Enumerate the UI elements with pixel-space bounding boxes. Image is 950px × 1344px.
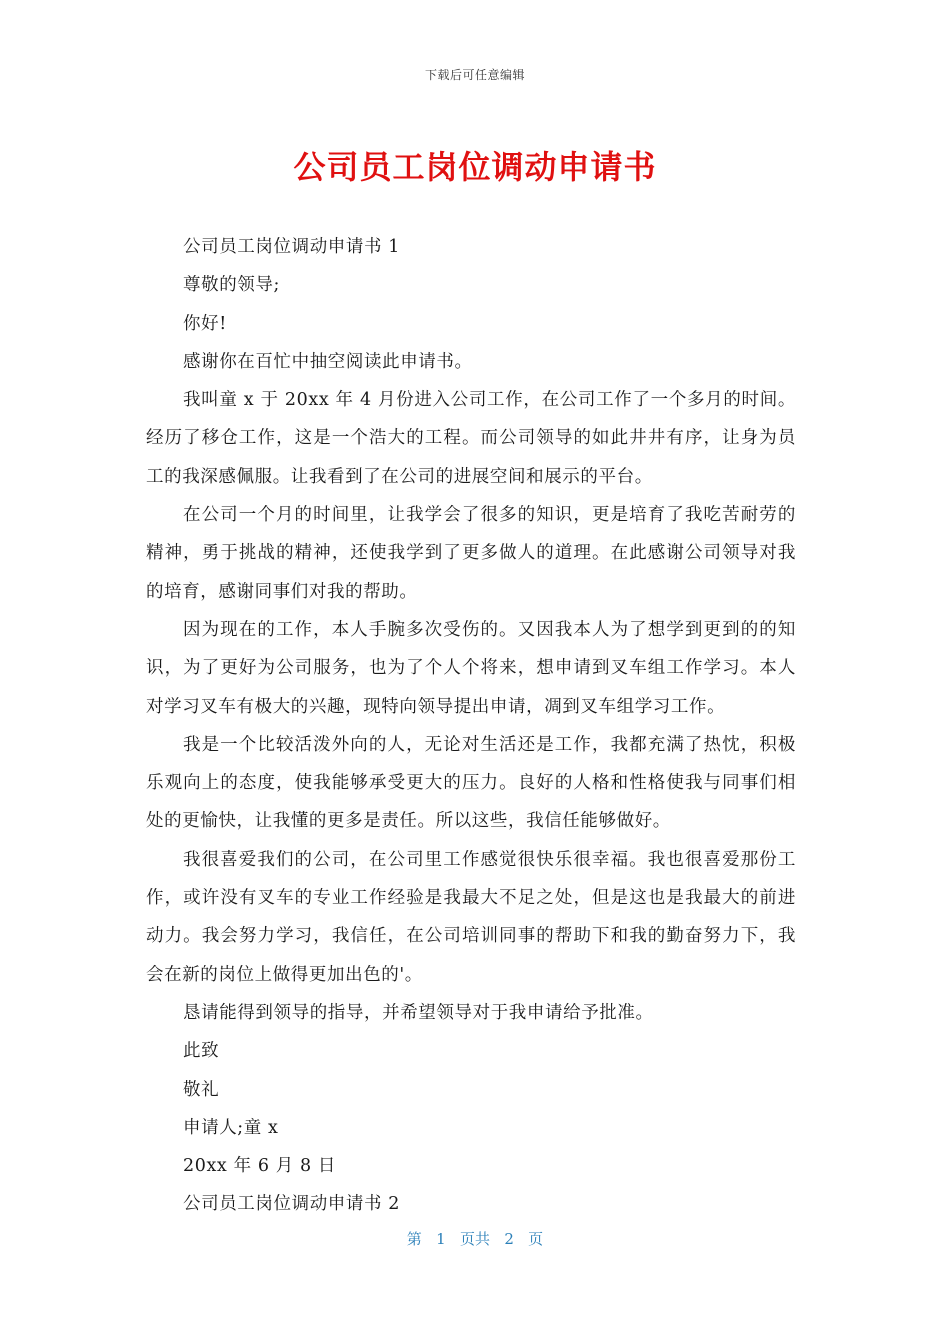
- paragraph-request: 恳请能得到领导的指导，并希望领导对于我申请给予批准。: [183, 1002, 654, 1023]
- paragraph-commitment: 我很喜爱我们的公司，在公司里工作感觉很快乐很幸福。我也很喜爱那份工作，或许没有叉车的专业工作经验是我最大不足之处，但是这也是我最大的前进动力。我会努力学习，我信任，在公司培训同事的帮助下和我的勤奋努力下，我会在新的岗位上做得更加出色的'。: [146, 849, 796, 985]
- paragraph-applicant: 申请人;童 x: [183, 1117, 279, 1138]
- paragraph-reason: 因为现在的工作，本人手腕多次受伤的。又因我本人为了想学到更到的的知识，为了更好为公司服务，也为了个人个将来，想申请到叉车组工作学习。本人对学习叉车有极大的兴趣，现特向领导提出申请，凋到叉车组学习工作。: [146, 619, 796, 717]
- header-note: 下载后可任意编辑: [424, 68, 525, 82]
- paragraph-closing-2: 敬礼: [183, 1079, 220, 1100]
- paragraph-heading-2: 公司员工岗位调动申请书 2: [183, 1194, 400, 1215]
- paragraph-closing-1: 此致: [183, 1041, 220, 1062]
- paragraph-intro: 我叫童 x 于 20xx 年 4 月份进入公司工作，在公司工作了一个多月的时间。经历了移仓工作，这是一个浩大的工程。而公司领导的如此井井有序，让身为员工的我深感佩服。让我看到了在公司的进展空间和展示的平台。: [146, 390, 796, 487]
- paragraph-thanks: 感谢你在百忙中抽空阅读此申请书。: [183, 351, 473, 372]
- footer-page-word: 第: [406, 1230, 422, 1248]
- document-title: 公司员工岗位调动申请书: [293, 148, 657, 186]
- paragraph-heading-1: 公司员工岗位调动申请书 1: [183, 237, 400, 257]
- footer-total-pages: 2: [504, 1230, 514, 1248]
- paragraph-personality: 我是一个比较活泼外向的人，无论对生活还是工作，我都充满了热忱，积极乐观向上的态度，使我能够承受更大的压力。良好的人格和性格使我与同事们相处的更愉快，让我懂的更多是责任。所以这些，我信任能够做好。: [146, 734, 796, 832]
- footer-current-page: 1: [436, 1230, 446, 1248]
- paragraph-greeting: 你好!: [183, 313, 227, 334]
- document-body: [146, 228, 796, 1224]
- paragraph-date: 20xx 年 6 月 8 日: [183, 1156, 336, 1177]
- footer-page-suffix: 页: [528, 1230, 544, 1248]
- paragraph-learning: 在公司一个月的时间里，让我学会了很多的知识，更是培育了我吃苦耐劳的精神，勇于挑战的精神，还使我学到了更多做人的道理。在此感谢公司领导对我的培育，感谢同事们对我的帮助。: [146, 505, 796, 602]
- page-footer: [0, 1228, 950, 1249]
- paragraph-salutation: 尊敬的领导;: [183, 275, 280, 296]
- footer-total-word: 页共: [459, 1230, 490, 1248]
